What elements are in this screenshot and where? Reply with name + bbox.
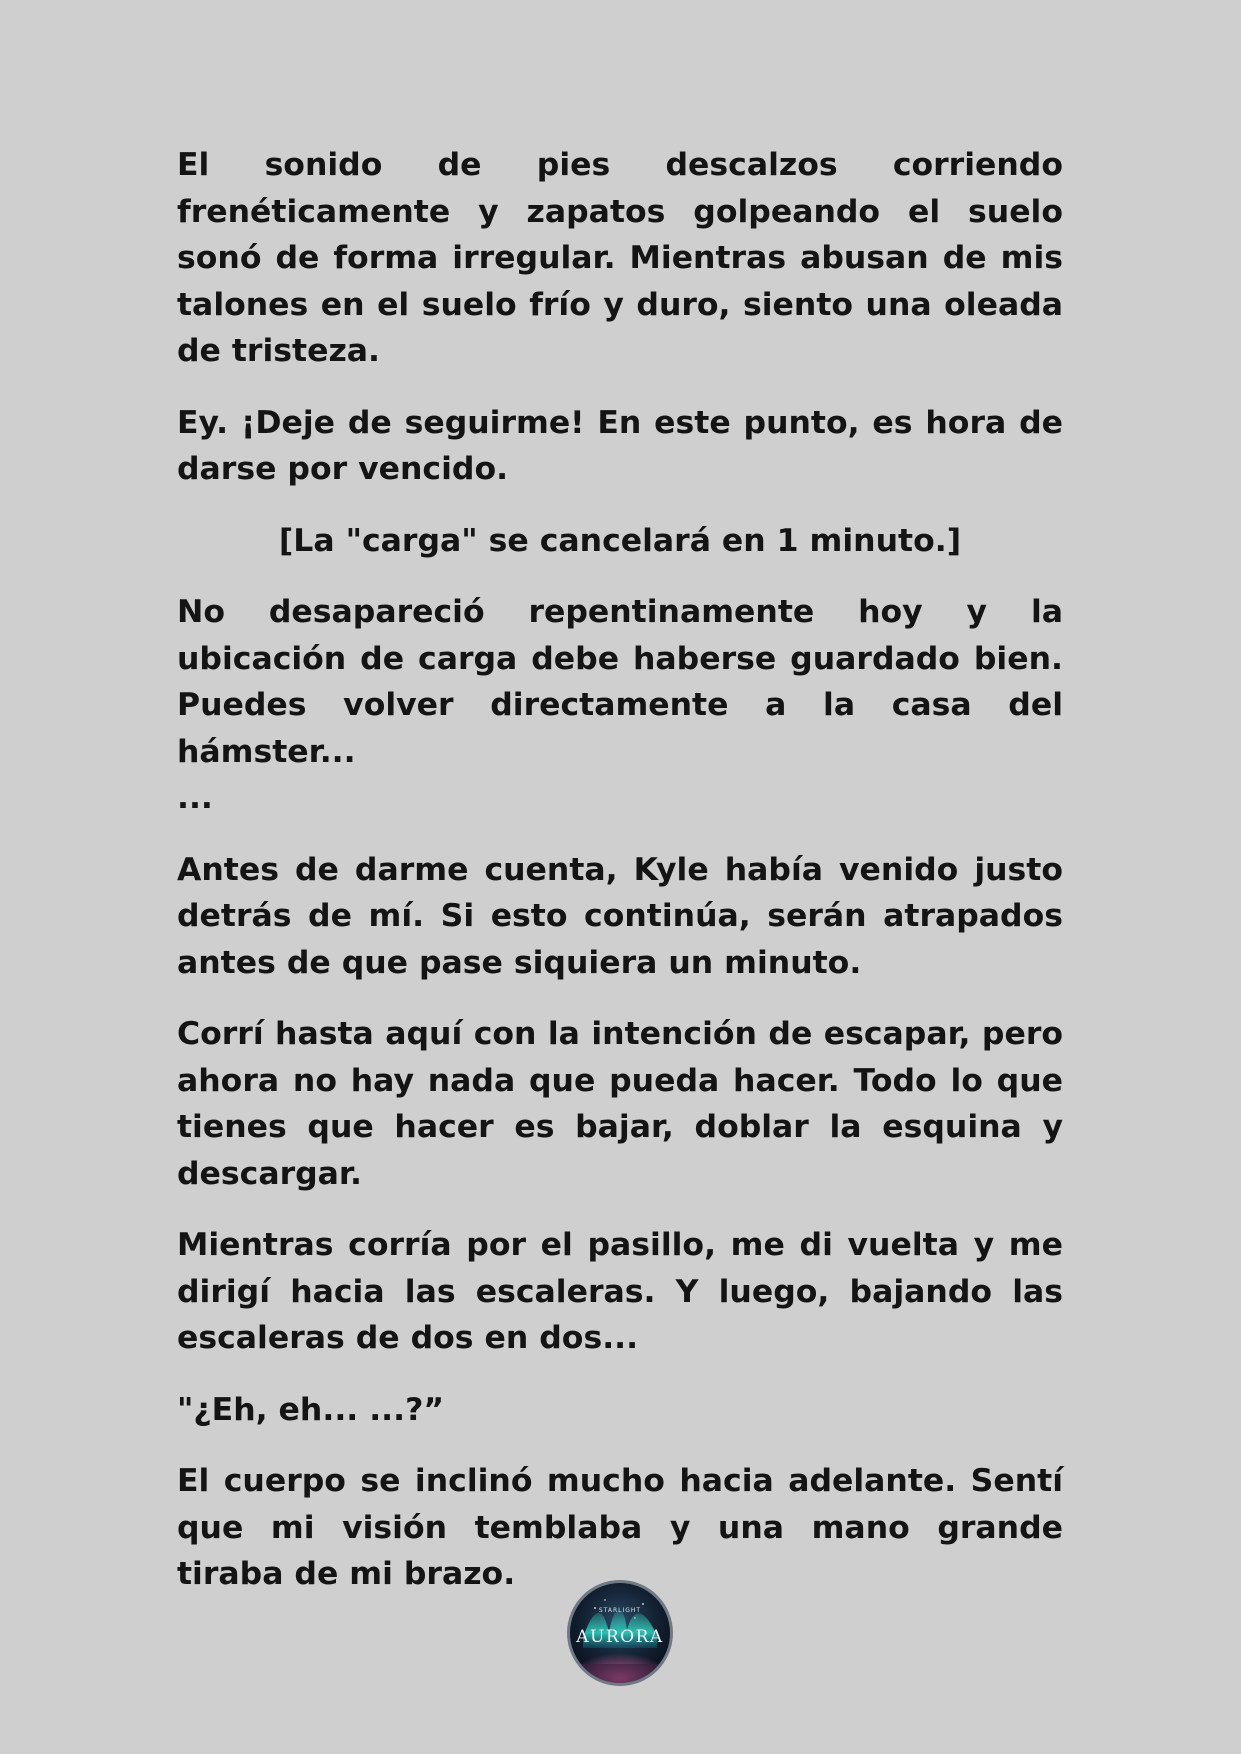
- paragraph-7: El cuerpo se inclinó mucho hacia adelante. Sentí que mi visión temblaba y una mano grande tiraba de mi brazo.: [177, 1463, 1063, 1592]
- logo-top-text: STARLIGHT: [598, 1607, 642, 1614]
- paragraph-1: El sonido de pies descalzos corriendo frenéticamente y zapatos golpeando el suelo sonó de forma irregular. Mientras abusan de mis talones en el suelo frío y duro, siento una oleada de tristeza.: [177, 147, 1063, 369]
- logo-main-text: AURORA: [576, 1627, 664, 1647]
- system-message: [La "carga" se cancelará en 1 minuto.]: [278, 522, 962, 559]
- dialogue-line: "¿Eh, eh... ...?”: [177, 1391, 445, 1428]
- paragraph-3-ellipsis: ...: [177, 780, 213, 816]
- document-body: [177, 142, 1063, 1623]
- paragraph-6: Mientras corría por el pasillo, me di vuelta y me dirigí hacia las escaleras. Y luego, bajando las escaleras de dos en dos...: [177, 1227, 1063, 1356]
- aurora-logo: [565, 1578, 675, 1688]
- paragraph-4: Antes de darme cuenta, Kyle había venido justo detrás de mí. Si esto continúa, serán atrapados antes de que pase siquiera un minuto.: [177, 851, 1063, 981]
- paragraph-3: [177, 589, 1063, 822]
- paragraph-2: Ey. ¡Deje de seguirme! En este punto, es hora de darse por vencido.: [177, 404, 1063, 487]
- paragraph-5: Corrí hasta aquí con la intención de escapar, pero ahora no hay nada que pueda hacer. Todo lo que tienes que hacer es bajar, doblar la esquina y descargar.: [177, 1016, 1063, 1192]
- paragraph-3-text: No desapareció repentinamente hoy y la ubicación de carga debe haberse guardado bien. Puedes volver directamente a la casa del hámster...: [177, 594, 1063, 770]
